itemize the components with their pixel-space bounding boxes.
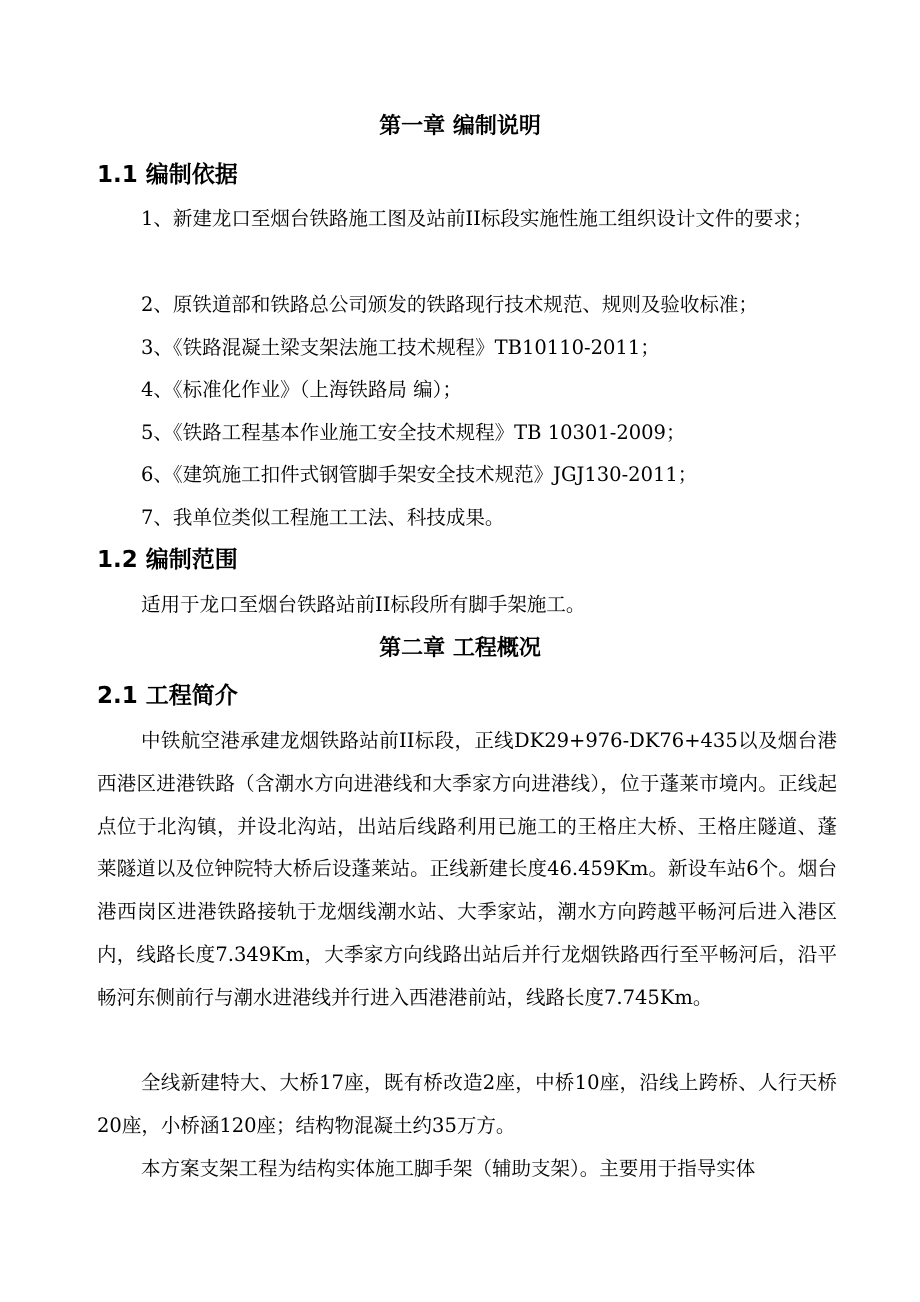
basis-item-2: 2、原铁道部和铁路总公司颁发的铁路现行技术规范、规则及验收标准；: [141, 293, 758, 316]
section-1-1-heading: 1.1 编制依据: [97, 162, 238, 188]
basis-item-4: 4、《标准化作业》（上海铁路局 编）；: [141, 378, 462, 401]
overview-paragraph-3: 本方案支架工程为结构实体施工脚手架（辅助支架）。主要用于指导实体: [141, 1157, 756, 1180]
section-2-1-heading: 2.1 工程简介: [97, 683, 238, 709]
overview-paragraph-1: 中铁航空港承建龙烟铁路站前II标段，正线DK29+976-DK76+435以及烟台港西港区进港铁路（含潮水方向进港线和大季家方向进港线），位于蓬莱市境内。正线起点位于北沟镇，并设北沟站，出站后线路利用已施工的王格庄大桥、王格庄隧道、蓬莱隧道以及位钟院特大桥后设蓬莱站。正线新建长度46.459Km。新设车站6个。烟台港西岗区进港铁路接轨于龙烟线潮水站、大季家站，潮水方向跨越平畅河后进入港区内，线路长度7.349Km，大季家方向线路出站后并行龙烟铁路西行至平畅河后，沿平畅河东侧前行与潮水进港线并行进入西港港前站，线路长度7.745Km。: [97, 729, 837, 1009]
basis-item-3: 3、《铁路混凝土梁支架法施工技术规程》TB10110-2011；: [141, 336, 660, 359]
section-1-2-heading: 1.2 编制范围: [97, 547, 238, 573]
overview-paragraph-2: 全线新建特大、大桥17座，既有桥改造2座，中桥10座，沿线上跨桥、人行天桥20座，小桥涵120座；结构物混凝土约35万方。: [97, 1071, 837, 1137]
basis-item-1: 1、新建龙口至烟台铁路施工图及站前II标段实施性施工组织设计文件的要求；: [141, 207, 813, 230]
basis-item-5: 5、《铁路工程基本作业施工安全技术规程》TB 10301-2009；: [141, 421, 686, 444]
chapter-1-title: 第一章 编制说明: [379, 114, 541, 139]
chapter-2-title: 第二章 工程概况: [379, 636, 541, 661]
scope-text: 适用于龙口至烟台铁路站前II标段所有脚手架施工。: [141, 593, 586, 616]
basis-item-7: 7、我单位类似工程施工工法、科技成果。: [141, 506, 505, 529]
basis-item-6: 6、《建筑施工扣件式钢管脚手架安全技术规范》JGJ130-2011；: [141, 463, 698, 486]
